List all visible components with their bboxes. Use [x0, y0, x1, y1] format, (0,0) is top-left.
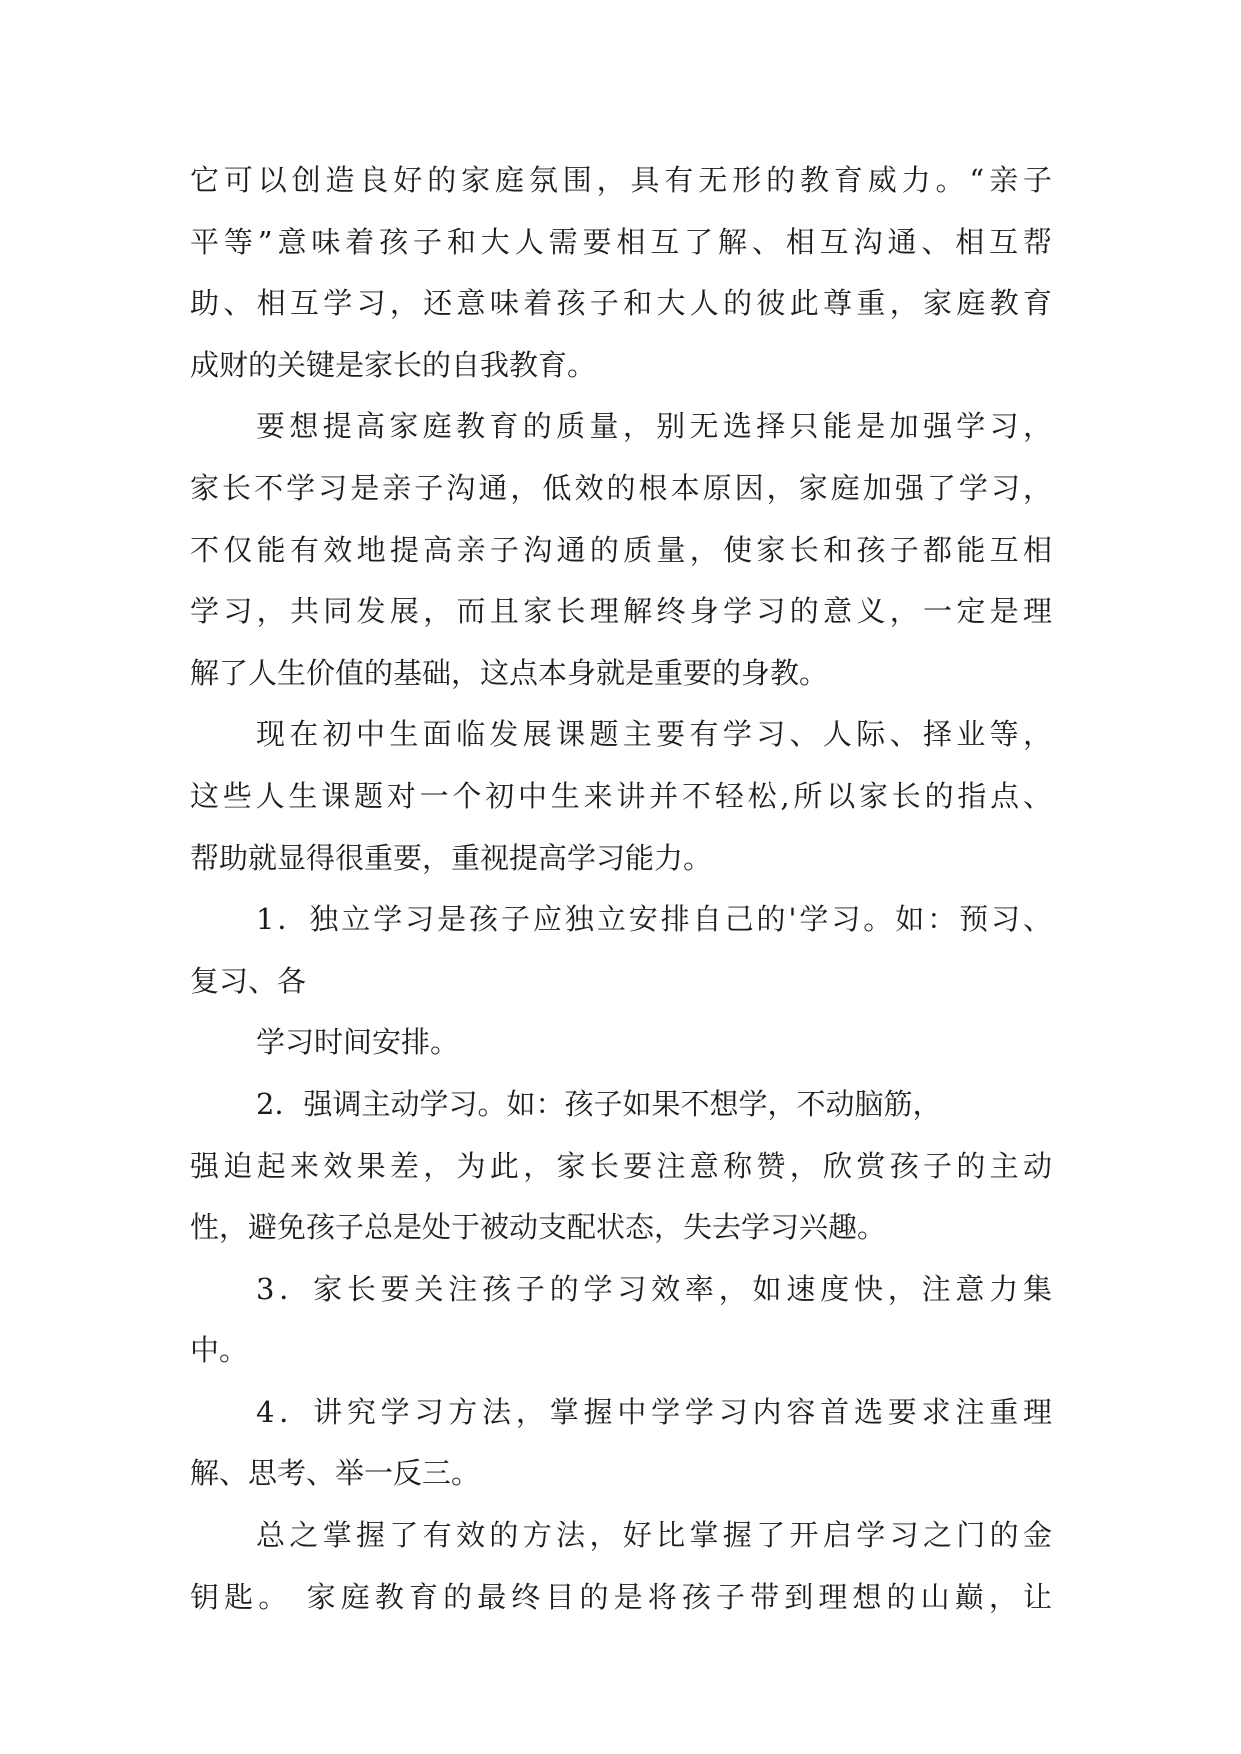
text-line: 中。: [190, 1333, 249, 1368]
text-line: 强迫起来效果差，为此，家长要注意称赞，欣赏孩子的主动: [190, 1148, 1052, 1183]
text-line: 总之掌握了有效的方法，好比掌握了开启学习之门的金: [256, 1518, 1052, 1553]
text-line: 钥匙。 家庭教育的最终目的是将孩子带到理想的山巅，让: [190, 1579, 1052, 1614]
text-line: 解、思考、举一反三。: [190, 1456, 481, 1491]
document-body: [190, 150, 1052, 1628]
text-line: 助、相互学习，还意味着孩子和大人的彼此尊重，家庭教育: [190, 286, 1052, 321]
text-line: 学习，共同发展，而且家长理解终身学习的意义，一定是理: [190, 594, 1052, 629]
text-line: 平等”意味着孩子和大人需要相互了解、相互沟通、相互帮: [190, 224, 1052, 259]
text-line: 家长不学习是亲子沟通，低效的根本原因，家庭加强了学习，: [190, 470, 1052, 505]
text-line: 现在初中生面临发展课题主要有学习、人际、择业等，: [256, 717, 1052, 752]
text-line: 它可以创造良好的家庭氛围，具有无形的教育威力。“亲子: [190, 163, 1052, 197]
text-line: 解了人生价值的基础，这点本身就是重要的身教。: [190, 655, 829, 690]
text-line: 帮助就显得很重要，重视提高学习能力。: [190, 840, 713, 875]
text-line: 要想提高家庭教育的质量，别无选择只能是加强学习，: [256, 409, 1052, 444]
text-line: 这些人生课题对一个初中生来讲并不轻松,所以家长的指点、: [190, 778, 1052, 813]
text-line: 1．独立学习是孩子应独立安排自己的'学习。如：预习、: [256, 902, 1052, 937]
text-line: 4．讲究学习方法，掌握中学学习内容首选要求注重理: [256, 1394, 1052, 1429]
text-line: 成财的关键是家长的自我教育。: [190, 347, 597, 382]
text-line: 学习时间安排。: [256, 1025, 460, 1060]
text-line: 2．强调主动学习。如：孩子如果不想学，不动脑筋，: [256, 1086, 942, 1121]
text-line: 性，避免孩子总是处于被动支配状态，失去学习兴趣。: [190, 1210, 887, 1245]
text-line: 3．家长要关注孩子的学习效率，如速度快，注意力集: [256, 1271, 1052, 1306]
text-line: 不仅能有效地提高亲子沟通的质量，使家长和孩子都能互相: [190, 532, 1052, 567]
text-line: 复习、各: [190, 963, 307, 998]
